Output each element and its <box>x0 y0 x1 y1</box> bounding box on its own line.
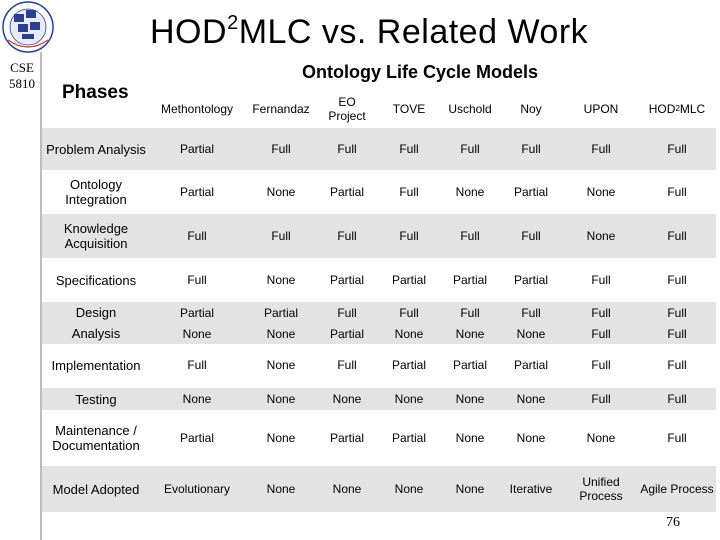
phase-label: Testing <box>75 391 117 407</box>
table-cell: None <box>516 392 546 406</box>
table-cell: Full <box>591 326 611 341</box>
column-header-fernandaz: Fernandaz <box>252 102 310 116</box>
table-cell: Full <box>399 305 419 320</box>
table-row <box>42 323 716 344</box>
table-cell: None <box>394 482 424 496</box>
table-cell: None <box>182 392 212 406</box>
table-cell: Full <box>591 273 611 287</box>
table-cell: Full <box>337 358 357 372</box>
table-cell: None <box>332 392 362 406</box>
table-cell: Partial <box>513 185 548 199</box>
table-row <box>42 466 716 512</box>
table-cell: None <box>266 431 296 445</box>
course-code: CSE <box>10 60 34 75</box>
table-cell: Full <box>399 229 419 243</box>
table-cell: Partial <box>452 273 487 287</box>
table-cell: None <box>182 326 212 341</box>
table-cell: Full <box>667 326 687 341</box>
table-cell: Full <box>667 229 687 243</box>
table-cell: Full <box>271 229 291 243</box>
table-row <box>42 170 716 214</box>
table-cell: Partial <box>263 305 298 320</box>
table-cell: Partial <box>329 326 364 341</box>
table-cell: Partial <box>179 185 214 199</box>
course-label <box>4 60 40 92</box>
table-cell: None <box>455 431 485 445</box>
table-cell: Partial <box>329 185 364 199</box>
table-cell: Agile Process <box>640 482 714 496</box>
table-cell: Partial <box>179 305 214 320</box>
table-cell: None <box>455 326 485 341</box>
table-cell: None <box>394 326 424 341</box>
column-header-tove: TOVE <box>392 102 426 116</box>
table-cell: Partial <box>391 273 426 287</box>
table-cell: Full <box>667 358 687 372</box>
table-cell: Full <box>337 229 357 243</box>
table-cell: Unified Process <box>579 475 623 503</box>
university-logo <box>2 0 54 54</box>
table-row <box>42 258 716 302</box>
phase-label: Problem Analysis <box>46 141 146 157</box>
table-cell: Full <box>521 305 541 320</box>
table-row <box>42 344 716 386</box>
table-cell: Full <box>667 185 687 199</box>
table-cell: Iterative <box>509 482 553 496</box>
table-cell: Full <box>521 142 541 156</box>
table-cell: Full <box>399 185 419 199</box>
table-cell: Full <box>187 229 207 243</box>
table-cell: Full <box>591 305 611 320</box>
slide-title: HOD$^2$MLC vs. Related Work <box>150 12 589 51</box>
table-cell: Evolutionary <box>163 482 231 496</box>
table-cell: Full <box>667 273 687 287</box>
column-header-eo-project: EO Project <box>328 95 366 123</box>
table-cell: Full <box>521 229 541 243</box>
table-cell: None <box>455 482 485 496</box>
table-cell: Full <box>591 358 611 372</box>
table-cell: Full <box>667 431 687 445</box>
column-header-methontology: Methontology <box>160 102 234 116</box>
course-number: 5810 <box>9 76 35 91</box>
table-cell: Partial <box>391 431 426 445</box>
table-cell: None <box>266 358 296 372</box>
table-cell: None <box>266 392 296 406</box>
table-cell: Full <box>591 142 611 156</box>
table-cell: Full <box>460 229 480 243</box>
table-cell: None <box>455 392 485 406</box>
phase-label: Knowledge Acquisition <box>63 221 129 251</box>
table-cell: Full <box>460 305 480 320</box>
table-cell: None <box>586 431 616 445</box>
table-cell: None <box>394 392 424 406</box>
table-cell: Full <box>667 392 687 406</box>
table-cell: None <box>586 229 616 243</box>
table-cell: Partial <box>513 273 548 287</box>
column-header-hod2mlc: HOD 2 MLC <box>648 102 706 116</box>
table-cell: Full <box>399 142 419 156</box>
table-row <box>42 214 716 258</box>
table-cell: Full <box>187 358 207 372</box>
table-row <box>42 128 716 170</box>
table-cell: Full <box>667 142 687 156</box>
phase-label: Model Adopted <box>52 481 140 497</box>
table-cell: Full <box>337 305 357 320</box>
table-cell: None <box>266 326 296 341</box>
phases-heading: Phases <box>62 82 129 103</box>
table-cell: Full <box>667 305 687 320</box>
table-cell: Full <box>187 273 207 287</box>
models-heading: Ontology Life Cycle Models <box>302 62 539 82</box>
table-cell: Partial <box>179 142 214 156</box>
table-cell: Partial <box>513 358 548 372</box>
table-cell: None <box>266 185 296 199</box>
table-cell: None <box>266 273 296 287</box>
table-cell: Partial <box>329 273 364 287</box>
table-cell: None <box>516 431 546 445</box>
phase-label: Implementation <box>51 357 141 373</box>
table-cell: None <box>266 482 296 496</box>
phase-label: Design <box>75 305 117 320</box>
table-cell: Partial <box>452 358 487 372</box>
table-row <box>42 302 716 323</box>
column-header-noy: Noy <box>520 102 542 116</box>
table-cell: None <box>455 185 485 199</box>
table-cell: Partial <box>391 358 426 372</box>
table-cell: Partial <box>179 431 214 445</box>
table-cell: None <box>516 326 546 341</box>
phase-label: Analysis <box>71 326 121 341</box>
table-cell: None <box>586 185 616 199</box>
table-row <box>42 412 716 464</box>
table-cell: Partial <box>329 431 364 445</box>
table-row <box>42 388 716 410</box>
table-cell: Full <box>591 392 611 406</box>
phase-label: Specifications <box>55 272 137 288</box>
phase-label: Maintenance / Documentation <box>52 423 140 453</box>
table-cell: Full <box>271 142 291 156</box>
table-cell: None <box>332 482 362 496</box>
column-header-uschold: Uschold <box>448 102 492 116</box>
table-cell: Full <box>460 142 480 156</box>
phase-label: Ontology Integration <box>65 177 127 207</box>
page-number: 76 <box>666 515 680 530</box>
table-cell: Full <box>337 142 357 156</box>
column-header-upon: UPON <box>583 102 619 116</box>
